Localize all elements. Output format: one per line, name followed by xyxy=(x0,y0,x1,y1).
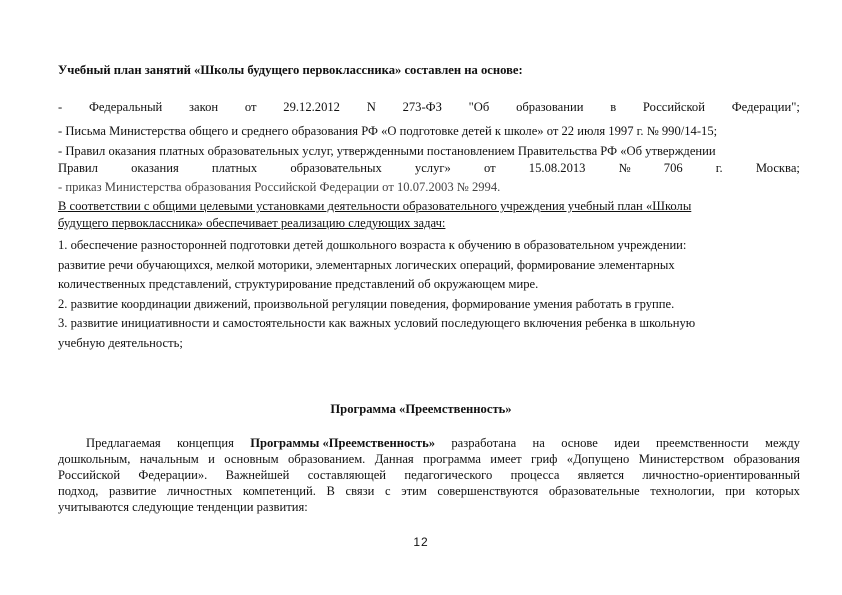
word: компетенций. xyxy=(242,484,316,498)
program-title: Программа «Преемственность» xyxy=(330,402,512,416)
word: N xyxy=(366,100,376,114)
word: идеи xyxy=(614,436,640,450)
word: Правил xyxy=(58,161,98,175)
word: в xyxy=(610,100,617,114)
basis-rules-line-2 xyxy=(58,160,800,176)
task-1-line-2: развитие речи обучающихся, мелкой моторики, элементарных логических операций, формирование элементарных xyxy=(58,258,675,272)
word: оказания xyxy=(131,161,179,175)
word: закон xyxy=(189,100,219,114)
word: при xyxy=(725,484,746,498)
word: г. xyxy=(715,161,723,175)
word: образованием. xyxy=(287,452,366,466)
word: педагогического xyxy=(404,468,493,482)
word: "Об xyxy=(468,100,490,114)
page-heading: Учебный план занятий «Школы будущего первоклассника» составлен на основе: xyxy=(58,63,523,77)
word: В xyxy=(326,484,335,498)
word: образовательных xyxy=(290,161,382,175)
word: личностно-ориентированный xyxy=(642,468,800,482)
program-name-bold: Программы «Преемственность» xyxy=(250,436,436,450)
word: услуг» xyxy=(414,161,451,175)
program-paragraph-line-1 xyxy=(86,435,800,451)
word: подход, xyxy=(58,484,99,498)
word: «Допущено xyxy=(566,452,630,466)
word: концепция xyxy=(177,436,234,450)
word: разработана xyxy=(451,436,517,450)
word: личностных xyxy=(166,484,233,498)
word: начальным xyxy=(139,452,199,466)
task-3-line: 3. развитие инициативности и самостоятельности как важных условий последующего включения ребенка в школьную xyxy=(58,316,696,330)
word: от xyxy=(484,161,496,175)
word: Министерством xyxy=(638,452,725,466)
word: на xyxy=(532,436,545,450)
word: и xyxy=(208,452,215,466)
program-paragraph-line-3 xyxy=(58,467,800,483)
task-2-line: 2. развитие координации движений, произвольной регуляции поведения, формирование умения работать в группе. xyxy=(58,297,675,311)
program-paragraph-line-5: учитываются следующие тенденции развития: xyxy=(58,500,308,514)
word: Федеральный xyxy=(88,100,163,114)
word: - xyxy=(58,100,63,114)
word: от xyxy=(244,100,257,114)
word: Москва; xyxy=(755,161,800,175)
word: 29.12.2012 xyxy=(283,100,340,114)
word: гриф xyxy=(531,452,558,466)
word: преемственности xyxy=(656,436,749,450)
word: Федерации"; xyxy=(731,100,800,114)
word: связи xyxy=(345,484,375,498)
word: Данная xyxy=(374,452,414,466)
word: совершенствуются xyxy=(437,484,539,498)
task-1-line: 1. обеспечение разносторонней подготовки детей дошкольного возраста к обучению в образовательном учреждении: xyxy=(58,238,687,252)
word: которых xyxy=(755,484,800,498)
word: Российской xyxy=(58,468,121,482)
word: имеет xyxy=(490,452,522,466)
word: основе xyxy=(561,436,598,450)
tasks-intro-line: В соответствии с общими целевыми установками деятельности образовательного учреждения учебный план «Школы xyxy=(58,199,692,213)
program-paragraph-line-2 xyxy=(58,451,800,467)
word: основным xyxy=(224,452,279,466)
word: образовательные xyxy=(548,484,640,498)
word: платных xyxy=(211,161,258,175)
word: процесса xyxy=(510,468,560,482)
word: развитие xyxy=(108,484,157,498)
word: Важнейшей xyxy=(225,468,290,482)
word: составляющей xyxy=(307,468,387,482)
word: этим xyxy=(401,484,427,498)
tasks-intro-line-2: будущего первоклассника» обеспечивает реализацию следующих задач: xyxy=(58,216,446,230)
word: Федерации». xyxy=(138,468,208,482)
word: 273-ФЗ xyxy=(402,100,442,114)
basis-law-line xyxy=(58,99,800,115)
word: образования xyxy=(733,452,800,466)
page-number: 12 xyxy=(413,535,429,549)
basis-order-line: - приказ Министерства образования Российской Федерации от 10.07.2003 № 2994. xyxy=(58,180,501,194)
word: дошкольным, xyxy=(58,452,131,466)
word: 706 xyxy=(663,161,683,175)
task-1-line-3: количественных представлений, структурирование представлений об окружающем мире. xyxy=(58,277,539,291)
basis-letter-line: - Письма Министерства общего и среднего образования РФ «О подготовке детей к школе» от 22 июля 1997 г. № 990/14-15; xyxy=(58,124,718,138)
basis-rules-line: - Правил оказания платных образовательных услуг, утвержденными постановлением Правительства РФ «Об утверждении xyxy=(58,144,716,158)
word: Предлагаемая xyxy=(86,436,161,450)
task-3-line-2: учебную деятельность; xyxy=(58,336,183,350)
word: 15.08.2013 xyxy=(528,161,586,175)
word: Российской xyxy=(642,100,705,114)
word: между xyxy=(764,436,800,450)
word: технологии, xyxy=(650,484,715,498)
word: с xyxy=(385,484,391,498)
word: образовании xyxy=(516,100,584,114)
program-paragraph-line-4 xyxy=(58,483,800,499)
word: является xyxy=(577,468,625,482)
word: программа xyxy=(423,452,481,466)
word: № xyxy=(618,161,631,175)
